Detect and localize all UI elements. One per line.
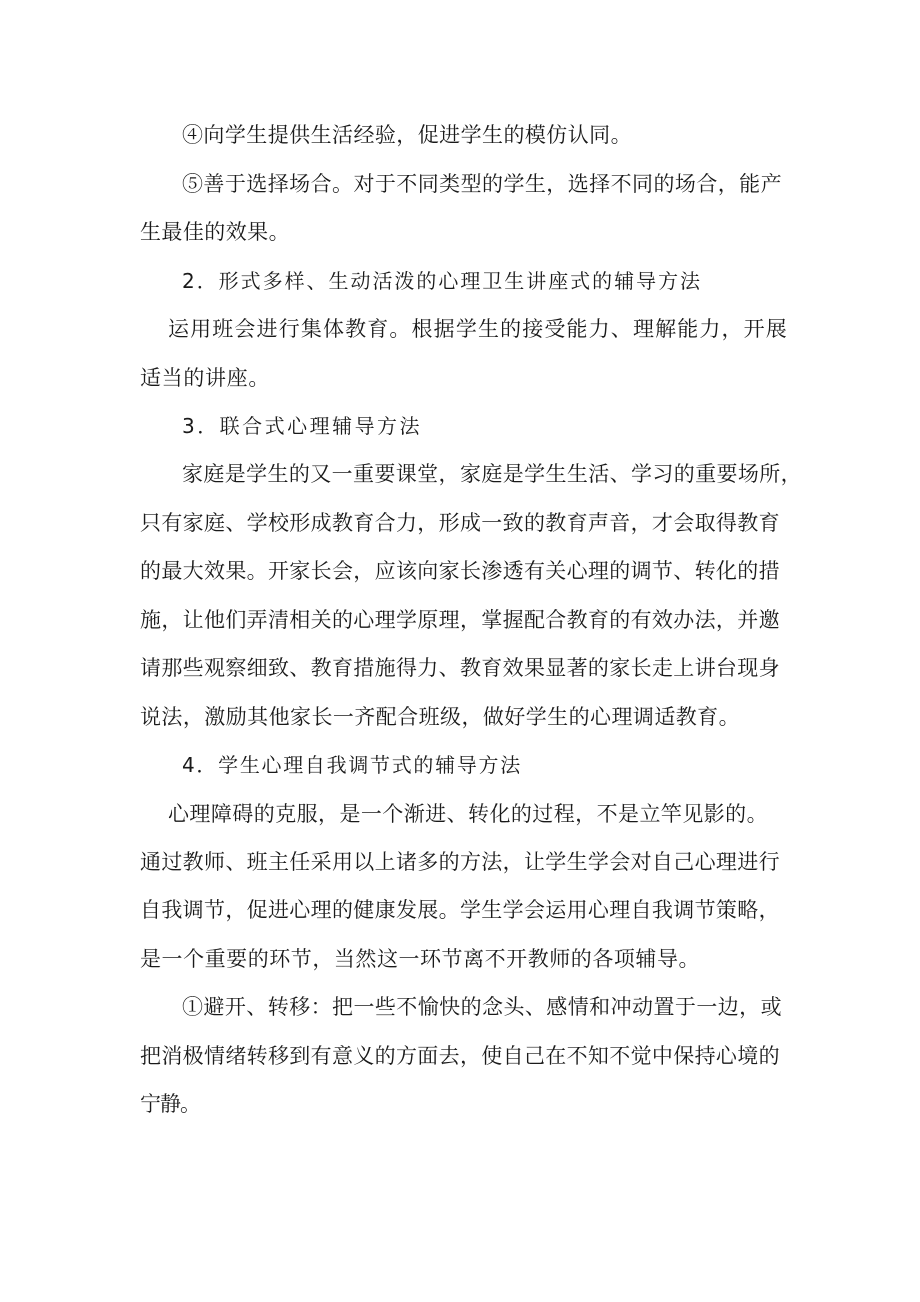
section-heading: 3．联合式心理辅导方法 [182,414,423,438]
text-line: 家庭是学生的又一重要课堂，家庭是学生生活、学习的重要场所， [182,462,803,486]
text-line: 请那些观察细致、教育措施得力、教育效果显著的家长走上讲台现身 [140,656,780,680]
text-line: 把消极情绪转移到有意义的方面去，使自己在不知不觉中保持心境的 [140,1044,780,1068]
text-line: 的最大效果。开家长会，应该向家长渗透有关心理的调节、转化的措 [140,559,780,583]
text-line: 心理障碍的克服，是一个渐进、转化的过程，不是立竿见影的。 [168,802,769,826]
text-line: 是一个重要的环节，当然这一环节离不开教师的各项辅导。 [140,947,701,971]
text-line: 只有家庭、学校形成教育合力，形成一致的教育声音，才会取得教育 [140,511,780,535]
text-line: 生最佳的效果。 [140,220,291,244]
text-line: ①避开、转移：把一些不愉快的念头、感情和冲动置于一边，或 [182,995,783,1019]
text-line: 施，让他们弄清相关的心理学原理，掌握配合教育的有效办法，并邀 [140,608,780,632]
section-heading: 4．学生心理自我调节式的辅导方法 [182,753,522,777]
text-line: 说法，激励其他家长一齐配合班级，做好学生的心理调适教育。 [140,705,741,729]
text-line: ⑤善于选择场合。对于不同类型的学生，选择不同的场合，能产 [182,172,783,196]
text-line: 自我调节，促进心理的健康发展。学生学会运用心理自我调节策略， [140,898,780,922]
text-line: 通过教师、班主任采用以上诸多的方法，让学生学会对自己心理进行 [140,850,780,874]
text-line: 运用班会进行集体教育。根据学生的接受能力、理解能力，开展 [168,317,788,341]
text-line: 宁静。 [140,1092,200,1116]
text-line: ④向学生提供生活经验，促进学生的模仿认同。 [182,123,633,147]
section-heading: 2．形式多样、生动活泼的心理卫生讲座式的辅导方法 [182,269,703,293]
text-line: 适当的讲座。 [140,366,271,390]
